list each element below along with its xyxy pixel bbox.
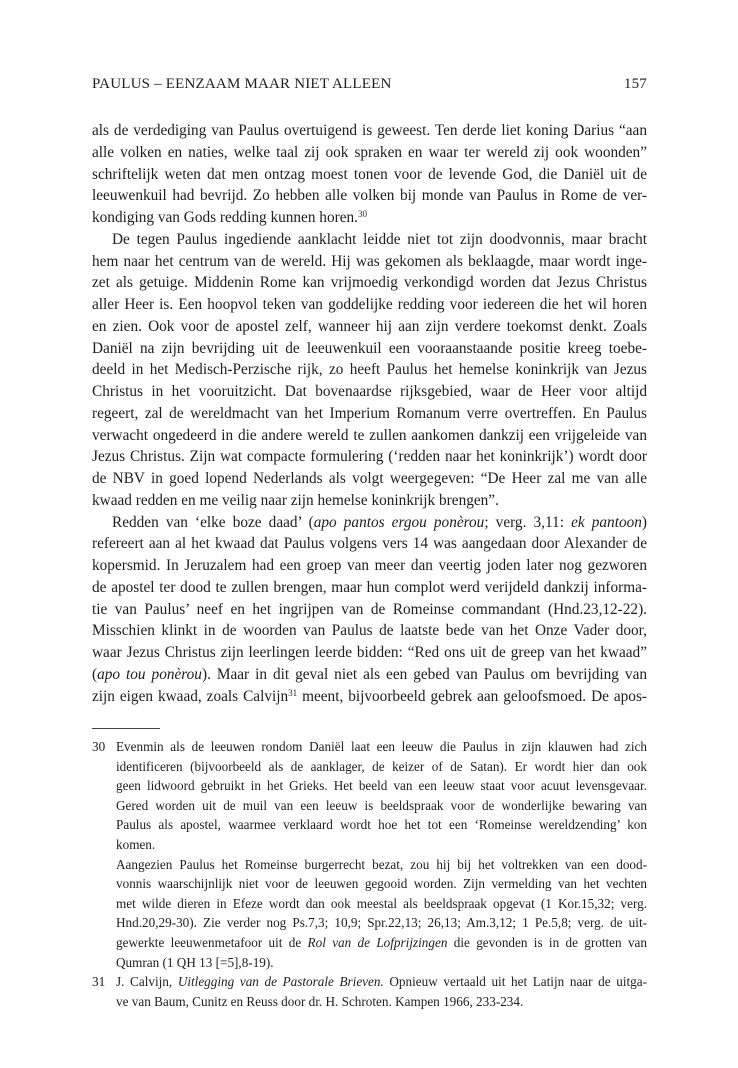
body-text-span: ; verg. 3,11:: [484, 513, 572, 531]
footnote-line: Aangezien Paulus het Romeinse burgerrecht bezat, zou hij bij het voltrekken van een dood-: [116, 856, 647, 872]
body-text-span: meent, bijvoorbeeld gebrek aan geloofsmoed. De apos-: [297, 687, 647, 705]
greek-term: apo pantos ergou ponèrou: [313, 513, 485, 531]
body-text-span: kondiging van Gods redding kunnen horen.: [92, 209, 358, 226]
footnotes: [92, 737, 647, 1011]
body-line: zet als getuige. Middenin Rome kan vrijmoedig verkondigd worden dat Jezus Christus: [92, 274, 647, 292]
body-line: als de verdediging van Paulus overtuigend is geweest. Ten derde liet koning Darius “aan: [92, 122, 647, 139]
footnote-ref-30[interactable]: 30: [357, 209, 367, 219]
greek-term: ek pantoon: [571, 513, 642, 531]
body-line: kwaad redden en me veilig naar zijn hemelse koninkrijk brengen”.: [92, 491, 499, 509]
body-text-span: (: [92, 665, 98, 683]
footnote-text: J. Calvijn,: [116, 974, 178, 990]
footnote-line: komen.: [116, 836, 156, 852]
body-text-span: Redden van ‘elke boze daad’ (: [112, 513, 314, 531]
footnote-line: Gered worden uit de muil van een leeuw is beeldspraak voor de wonderlijke bewaring van: [116, 797, 647, 813]
body-text-span: ): [641, 513, 647, 531]
footnote-line: ve van Baum, Cunitz en Reuss door dr. H. Schroten. Kampen 1966, 233-234.: [116, 993, 524, 1009]
body-line: kopersmid. In Jeruzalem had een groep van meer dan veertig joden later nog gezworen: [92, 557, 647, 574]
footnote-number: 30: [92, 739, 106, 754]
footnote-line: geen lidwoord gebruikt in het Grieks. Het beeld van een leeuw staat voor acuut levensgevaar.: [116, 778, 647, 794]
paragraph-start: [92, 512, 647, 534]
body-text-span: ). Maar in dit geval niet als een gebed van Paulus om bevrijding van: [201, 665, 648, 683]
body-line: [92, 686, 647, 708]
body-line: refereert aan al het kwaad dat Paulus volgens vers 14 was aangedaan door Alexander de: [92, 535, 647, 553]
footnote-text: Opnieuw vertaald uit het Latijn naar de uitga-: [383, 974, 647, 990]
footnote-text: gewerkte leeuwenmetafoor uit de: [116, 934, 308, 950]
body-line: regeert, zal de wereldmacht van het Imperium Romanum verre overtreffen. En Paulus: [92, 404, 647, 422]
footnote-text: Evenmin als de leeuwen rondom Daniël laat een leeuw die Paulus in zijn klauwen had zich: [116, 739, 647, 754]
body-line: alle volken en naties, welke taal zij ook spraken en waar ter wereld zij ook woonden”: [92, 143, 647, 161]
footnote-31: [92, 972, 647, 992]
footnote-ref-31[interactable]: 31: [288, 687, 298, 698]
body-line: Christus in het vooruitzicht. Dat bovenaardse rijksgebied, waar de Heer voor altijd: [92, 383, 647, 400]
body-line: leeuwenkuil had bevrijd. Zo hebben alle volken bij monde van Paulus in Rome de ver-: [92, 187, 647, 205]
body-line: [92, 664, 647, 686]
body-line: hem naar het centrum van de wereld. Hij was gekomen als beklaagde, maar wordt inge-: [92, 252, 647, 270]
body-line: tie van Paulus’ neef en het ingrijpen van de Romeinse commandant (Hnd.23,12-22).: [92, 600, 647, 618]
footnote-text: die gevonden is in de grotten van: [447, 934, 647, 950]
footnote-line: Hnd.20,29-30). Zie verder nog Ps.7,3; 10,9; Spr.22,13; 26,13; Am.3,12; 1 Pe.5,8; verg. de uit-: [116, 915, 647, 931]
body-line: Misschien klinkt in de woorden van Paulus de laatste bede van het Onze Vader door,: [92, 622, 647, 640]
body-line: waar Jezus Christus zijn leerlingen leerde bidden: “Red ons uit de greep van het kwaad”: [92, 644, 647, 661]
body-text-span: zijn eigen kwaad, zoals Calvijn: [92, 687, 289, 705]
running-title: PAULUS – EENZAAM MAAR NIET ALLEEN: [92, 76, 392, 92]
footnote-line: Paulus als apostel, waarmee verklaard wordt hoe het tot een ‘Romeinse wereldzending’ kon: [116, 817, 647, 833]
body-line: aller Heer is. Een hoopvol teken van goddelijke redding voor iedereen die het wil horen: [92, 296, 647, 313]
body-line: schriftelijk weten dat men ontzag moest tonen voor de levende God, die Daniël uit de: [92, 165, 647, 183]
footnote-line: identificeren (bijvoorbeeld als de aanklager, de keizer of de Satan). Er wordt hier dan ook: [116, 758, 647, 774]
body-line: de NBV in goed lopend Nederlands als volgt weergegeven: “De Heer zal me van alle: [92, 470, 647, 487]
body-line: [92, 207, 647, 229]
title-italic: Rol van de Lofprijzingen: [307, 934, 448, 950]
body-text: [92, 120, 647, 707]
paragraph-start: De tegen Paulus ingediende aanklacht leidde niet tot zijn doodvonnis, maar bracht: [112, 230, 647, 248]
greek-term: apo tou ponèrou: [97, 665, 202, 683]
footnote-line: Qumran (1 QH 13 [=5],8-19).: [116, 954, 274, 970]
footnote-line: met wilde dieren in Efeze wordt dan ook meestal als beeldspraak opgevat (1 Kor.15,32; verg.: [116, 895, 647, 911]
title-italic: Uitlegging van de Pastorale Brieven.: [177, 974, 384, 990]
body-line: de apostel ter dood te zullen brengen, maar hun complot werd verijdeld dankzij informa-: [92, 578, 647, 596]
body-line: verwacht ongedeerd in die andere wereld te zullen aankomen dankzij een vrijgeleide van: [92, 426, 647, 444]
page-number: 157: [623, 76, 647, 92]
footnote-line: [92, 933, 647, 953]
footnote-number: 31: [92, 974, 106, 990]
body-line: deeld in het Medisch-Perzische rijk, zo heeft Paulus het hemelse koninkrijk van Jezus: [92, 361, 647, 379]
body-line: Daniël na zijn bevrijding uit de leeuwenkuil een vooraanstaande positie kreeg toebe-: [92, 339, 647, 357]
body-line: Jezus Christus. Zijn wat compacte formulering (‘redden naar het koninkrijk’) wordt door: [92, 448, 647, 466]
footnote-line: vonnis waarschijnlijk niet voor de leeuwen gegooid worden. Zijn vermelding van het vechten: [116, 876, 647, 892]
body-line: en zien. Ook voor de apostel zelf, wanneer hij aan zijn verdere toekomst denkt. Zoals: [92, 317, 647, 335]
footnote-30: [92, 737, 647, 757]
footnote-separator: [92, 728, 160, 729]
